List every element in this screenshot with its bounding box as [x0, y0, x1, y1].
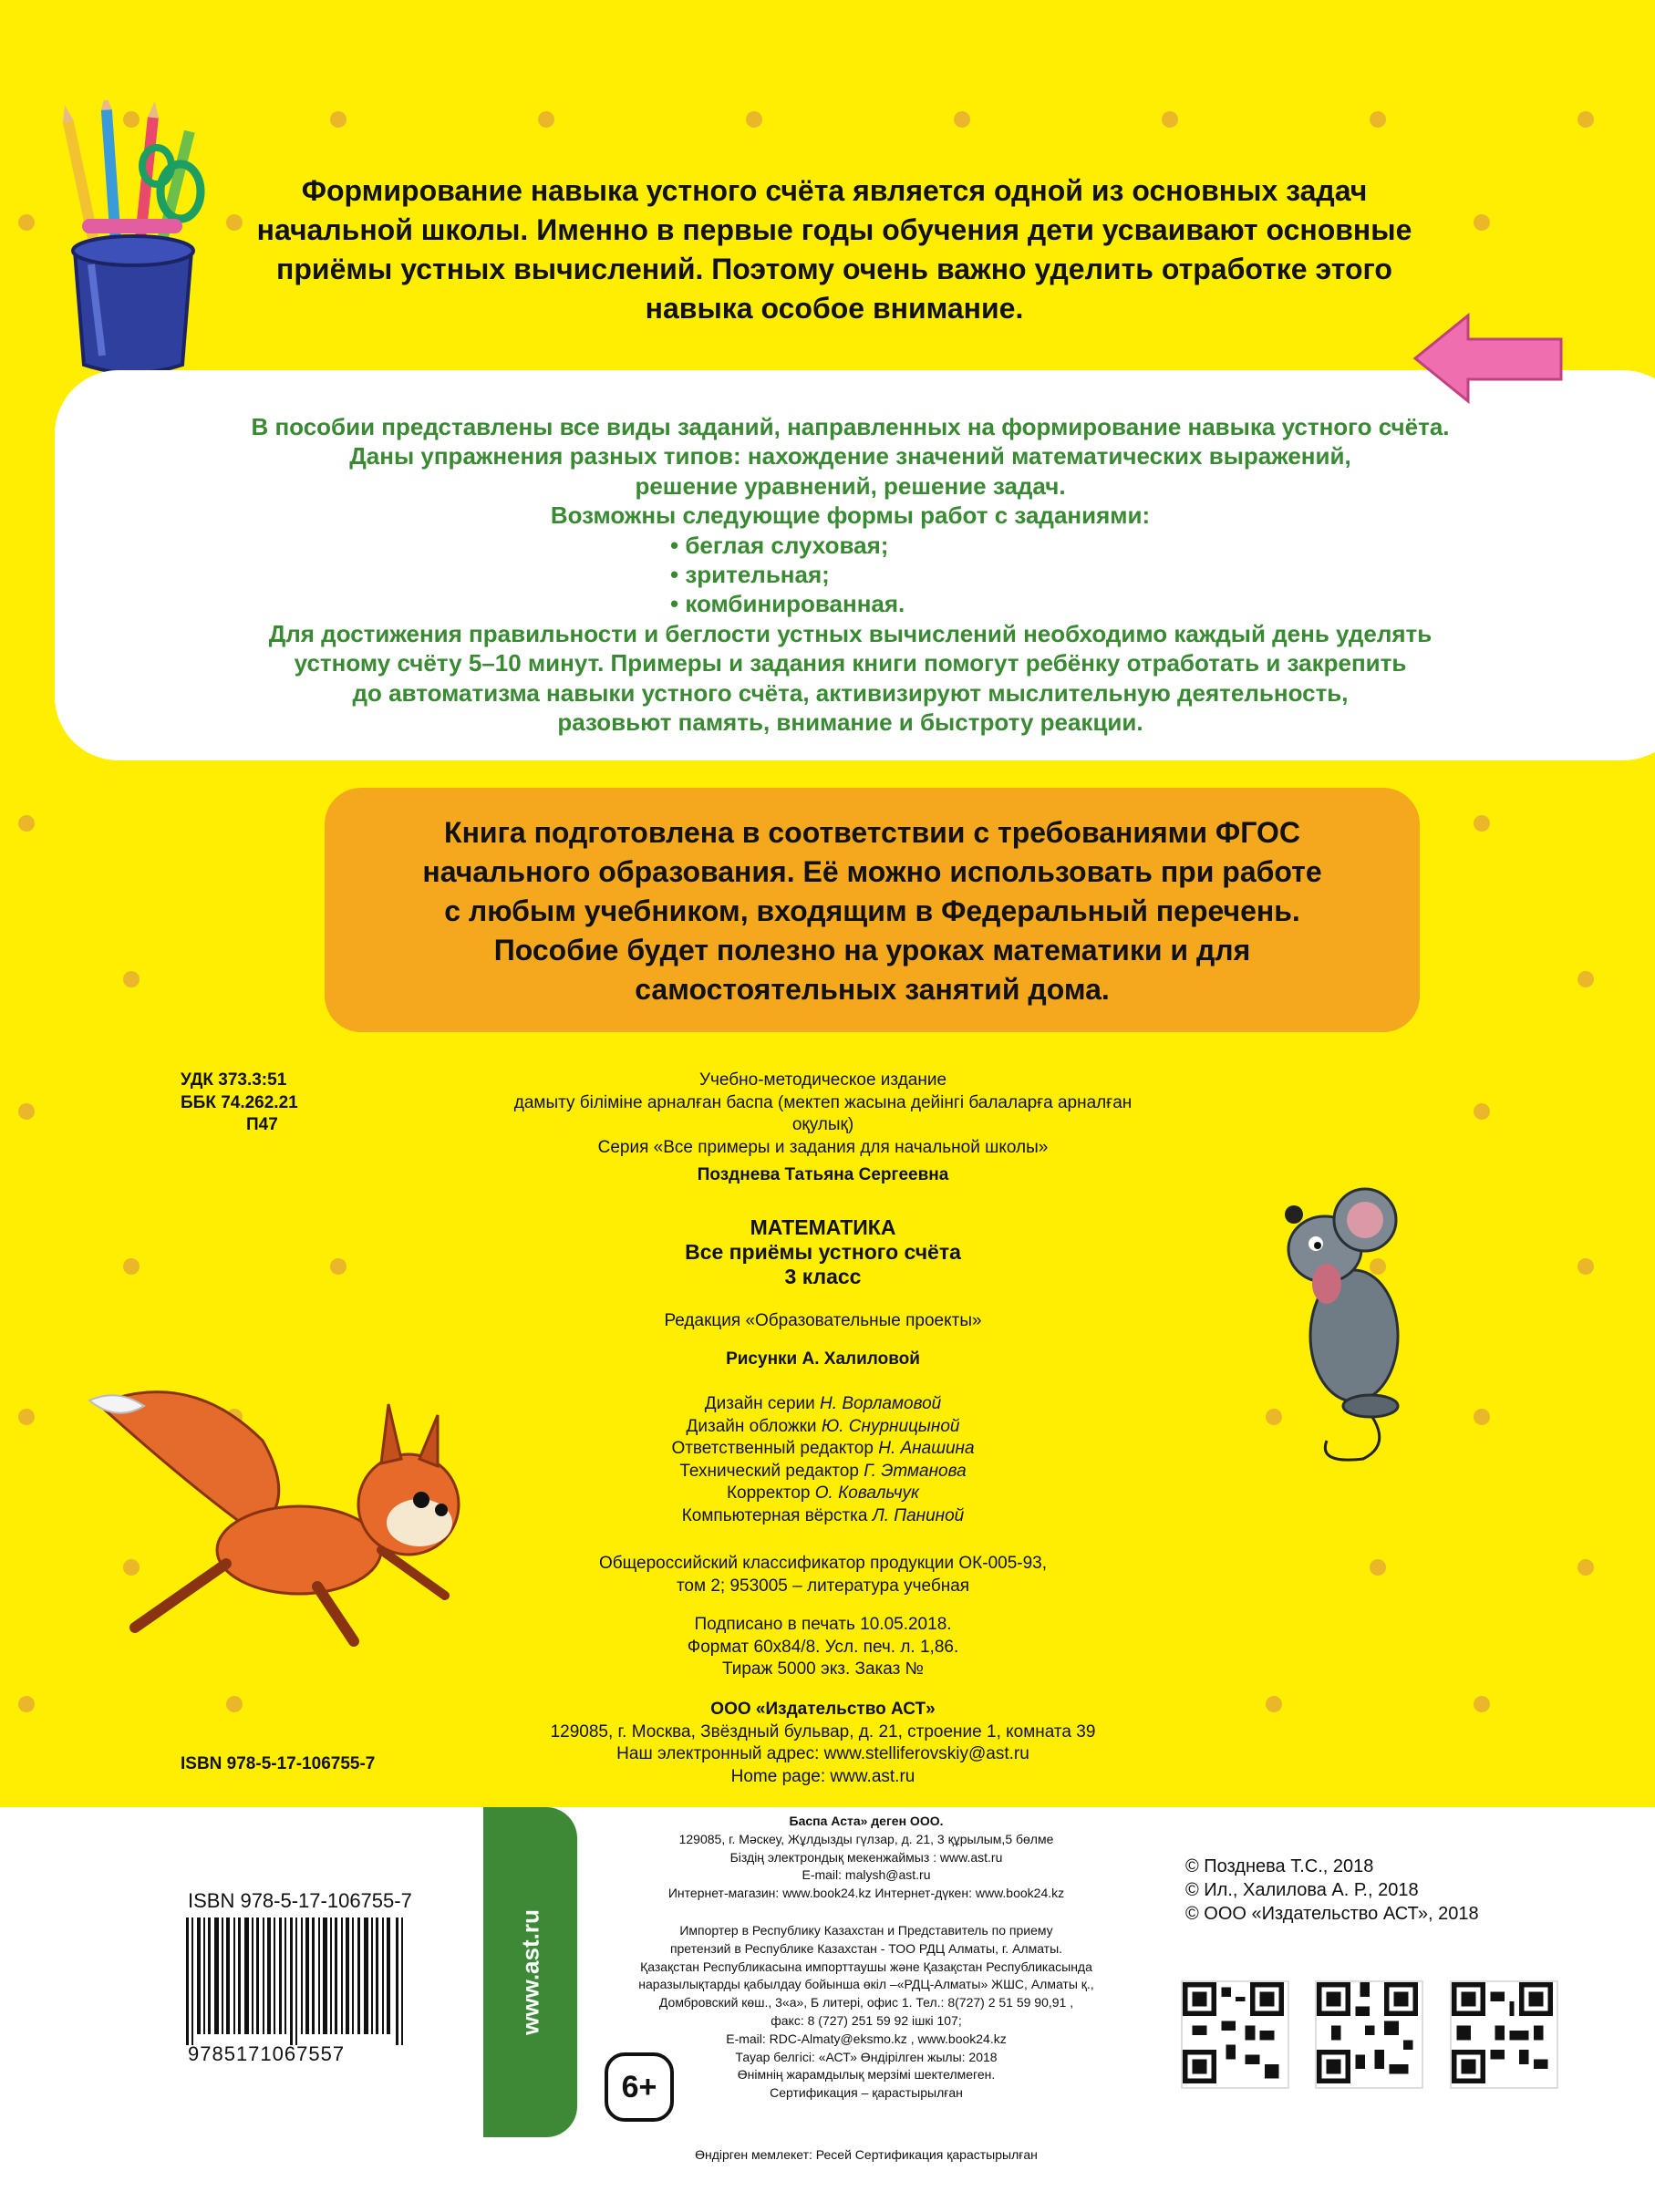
qr-code-icon[interactable] — [1315, 1980, 1423, 2089]
imprint-header: Учебно-методическое издание дамыту біліміне арналған баспа (мектеп жасына дейінгі балаларға арналған оқулық) Серия «Все примеры и задания для начальной школы» — [513, 1070, 1133, 1157]
print-info: Подписано в печать 10.05.2018. Формат 60х84/8. Усл. печ. л. 1,86. Тираж 5000 экз. Заказ № — [687, 1615, 959, 1679]
kz-importer-info: Импортер в Республику Казахстан и Представитель по приему претензий в Республике Казахстан - ТОО РДЦ Алматы, г. Алматы. Қазақстан Республикасына импорттаушы және Қазақстан Республикасында наразылықтарды қабылдау бойынша өкіл –«РДЦ-Алматы» ЖШС, Алматы қ., Домбровский көш., 3«а», Б литері, офис 1. Тел.: 8(727) 2 51 59 90,91 , факс: 8 (727) 251 59 92 ішкі 107; E-mail: RDC-Almaty@eksmo.kz , www.book24.kz Тауар белгісі: «АСТ» Өндірілген жылы: 2018 Өнімнің жарамдылық мерзімі шектелмеген. Сертификация – қарастырылған — [638, 1923, 1094, 2101]
description-text: В пособии представлены все виды заданий, направленных на формирование навыка устного счёта. Даны упражнения разных типов: нахождение значений математических выражений, решение уравнений, решение задач. Возможны следующие формы работ с заданиями: • беглая слуховая; • зрительная; • комбинированная. Для достижения правильности и беглости устных вычислений необходимо каждый день уделять устному счёту 5–10 минут. Примеры и задания книги помогут ребёнку отработать и закрепить до автоматизма навыки устного счёта, активизируют мыслительную деятельность, разовьют память, внимание и быстроту реакции. — [146, 412, 1555, 737]
mouse-illustration — [1263, 1167, 1436, 1468]
intro-text: Формирование навыка устного счёта является одной из основных задач начальной школы. Именно в первые годы обучения дети усваивают основные приёмы устных вычислений. Поэтому очень важно уделить отработке этого навыка особое внимание. — [256, 174, 1412, 325]
bullet-item: • зрительная; — [670, 561, 830, 589]
qr-code-icon[interactable] — [1181, 1980, 1289, 2089]
book-title: МАТЕМАТИКА Все приёмы устного счёта 3 класс — [685, 1215, 961, 1288]
illustrations-credit: Рисунки А. Халиловой — [726, 1349, 920, 1369]
age-rating-badge: 6+ — [605, 2052, 674, 2122]
publisher-info: ООО «Издательство АСТ» 129085, г. Москва, Звёздный бульвар, д. 21, строение 1, комната 39 Наш электронный адрес: www.stelliferovskiy@ast.ru Home page: www.ast.ru — [550, 1700, 1096, 1786]
squirrel-illustration — [80, 1368, 509, 1659]
copyright-block: © Позднева Т.С., 2018 © Ил., Халилова А. Р., 2018 © ООО «Издательство АСТ», 2018 — [1185, 1856, 1479, 1924]
credits-list: Дизайн серии Н. Ворламовой Дизайн обложки Ю. Снурницыной Ответственный редактор Н. Анашина Технический редактор Г. Этманова Корректор О. Ковальчук Компьютерная вёрстка Л. Паниной — [671, 1394, 975, 1525]
isbn-label: ISBN 978-5-17-106755-7 — [181, 1754, 376, 1773]
fgos-box: Книга подготовлена в соответствии с требованиями ФГОС начального образования. Её можно использовать при работе с любым учебником, входящим в Федеральный перечень. Пособие будет полезно на уроках математики и для самостоятельных занятий дома. — [325, 788, 1420, 1032]
product-classifier: Общероссийский классификатор продукции ОК-005-93, том 2; 953005 – литература учебная — [598, 1554, 1048, 1596]
kz-publisher-info: Баспа Аста» деген ООО. 129085, г. Мәскеу, Жұлдызды гүлзар, д. 21, 3 құрылым,5 бөлме Біздің электрондық мекенжаймыз : www.ast.ru E-mail: malysh@ast.ru Интернет-магазин: www.book24.kz Интернет-дүкен: www.book24.kz — [667, 1814, 1065, 1901]
author-name: Позднева Татьяна Сергеевна — [697, 1165, 949, 1184]
barcode-isbn: ISBN 978-5-17-106755-7 — [188, 1889, 412, 1912]
classification-codes: УДК 373.3:51 ББК 74.262.21 П47 — [181, 1070, 298, 1134]
barcode-digits: 9785171067557 — [188, 2042, 346, 2065]
kz-country-line: Өндірген мемлекет: Ресей Сертификация қарастырылған — [695, 2147, 1038, 2162]
pink-arrow-icon — [1412, 308, 1565, 408]
bullet-item: • беглая слуховая; — [670, 531, 889, 559]
pencil-cup-illustration — [55, 100, 219, 383]
website-link[interactable]: www.ast.ru — [516, 1909, 543, 2035]
barcode-icon — [186, 1917, 405, 2045]
bullet-item: • комбинированная. — [670, 590, 905, 618]
qr-code-icon[interactable] — [1450, 1980, 1558, 2089]
editorial-office: Редакция «Образовательные проекты» — [664, 1311, 982, 1330]
